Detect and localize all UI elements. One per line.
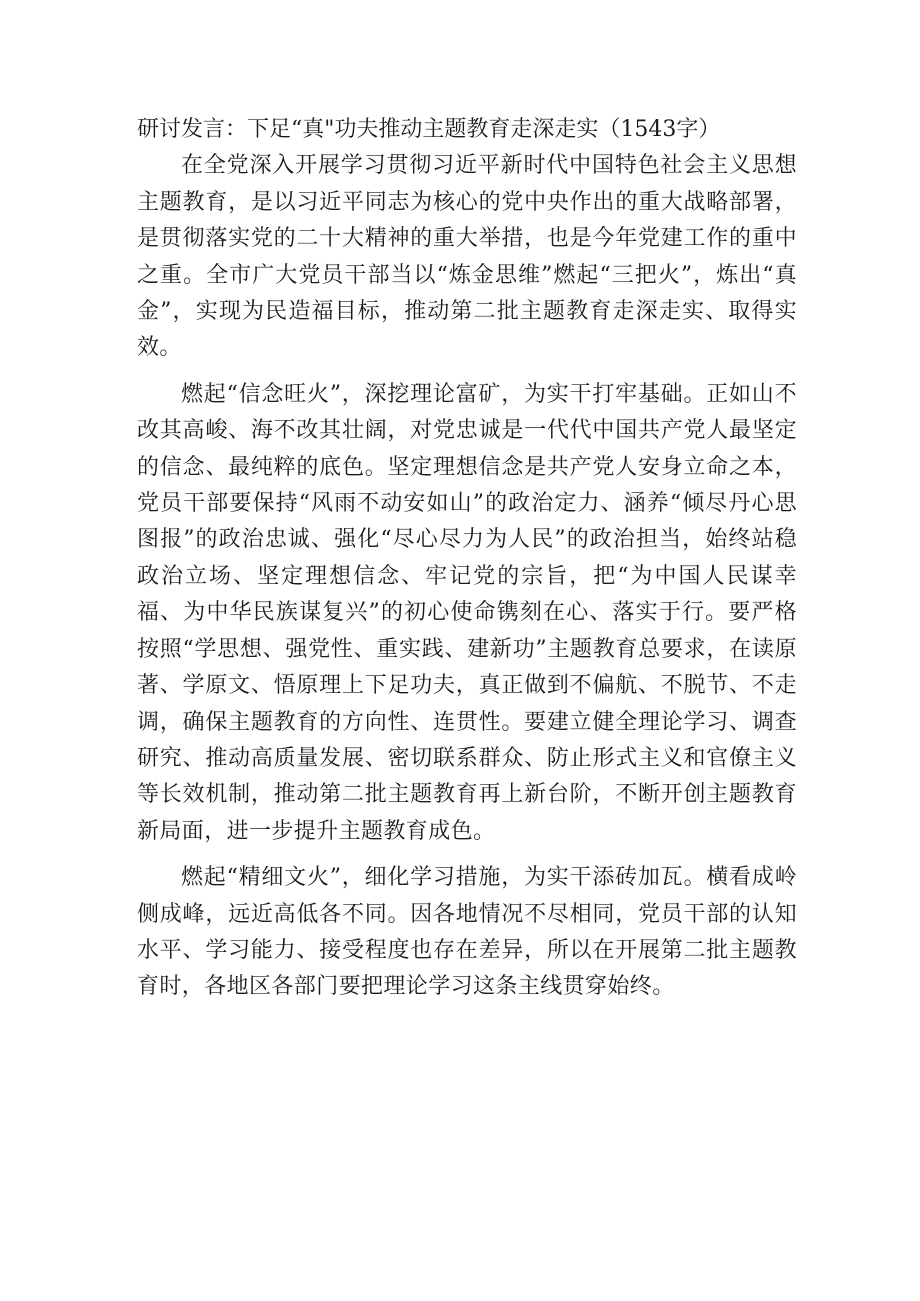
paragraph-fine-fire: 燃起“精细文火”，细化学习措施，为实干添砖加瓦。横看成岭侧成峰，远近高低各不同。因各地情况不尽相同，党员干部的认知水平、学习能力、接受程度也存在差异，所以在开展第二批主题教育时，各地区各部门要把理论学习这条主线贯穿始终。 xyxy=(137,865,797,1000)
paragraph-intro: 在全党深入开展学习贯彻习近平新时代中国特色社会主义思想主题教育，是以习近平同志为核心的党中央作出的重大战略部署，是贯彻落实党的二十大精神的重大举措，也是今年党建工作的重中之重。全市广大党员干部当以“炼金思维”燃起“三把火”，炼出“真金”，实现为民造福目标，推动第二批主题教育走深走实、取得实效。 xyxy=(137,153,797,361)
document-body xyxy=(137,112,797,1006)
paragraph-belief-fire: 燃起“信念旺火”，深挖理论富矿，为实干打牢基础。正如山不改其高峻、海不改其壮阔，对党忠诚是一代代中国共产党人最坚定的信念、最纯粹的底色。坚定理想信念是共产党人安身立命之本，党员干部要保持“风雨不动安如山”的政治定力、涵养“倾尽丹心思图报”的政治忠诚、强化“尽心尽力为人民”的政治担当，始终站稳政治立场、坚定理想信念、牢记党的宗旨，把“为中国人民谋幸福、为中华民族谋复兴”的初心使命镌刻在心、落实于行。要严格按照“学思想、强党性、重实践、建新功”主题教育总要求，在读原著、学原文、悟原理上下足功夫，真正做到不偏航、不脱节、不走调，确保主题教育的方向性、连贯性。要建立健全理论学习、调查研究、推动高质量发展、密切联系群众、防止形式主义和官僚主义等长效机制，推动第二批主题教育再上新台阶，不断开创主题教育新局面，进一步提升主题教育成色。 xyxy=(137,381,797,844)
document-title: 研讨发言：下足“真"功夫推动主题教育走深走实（1543字） xyxy=(137,117,721,142)
